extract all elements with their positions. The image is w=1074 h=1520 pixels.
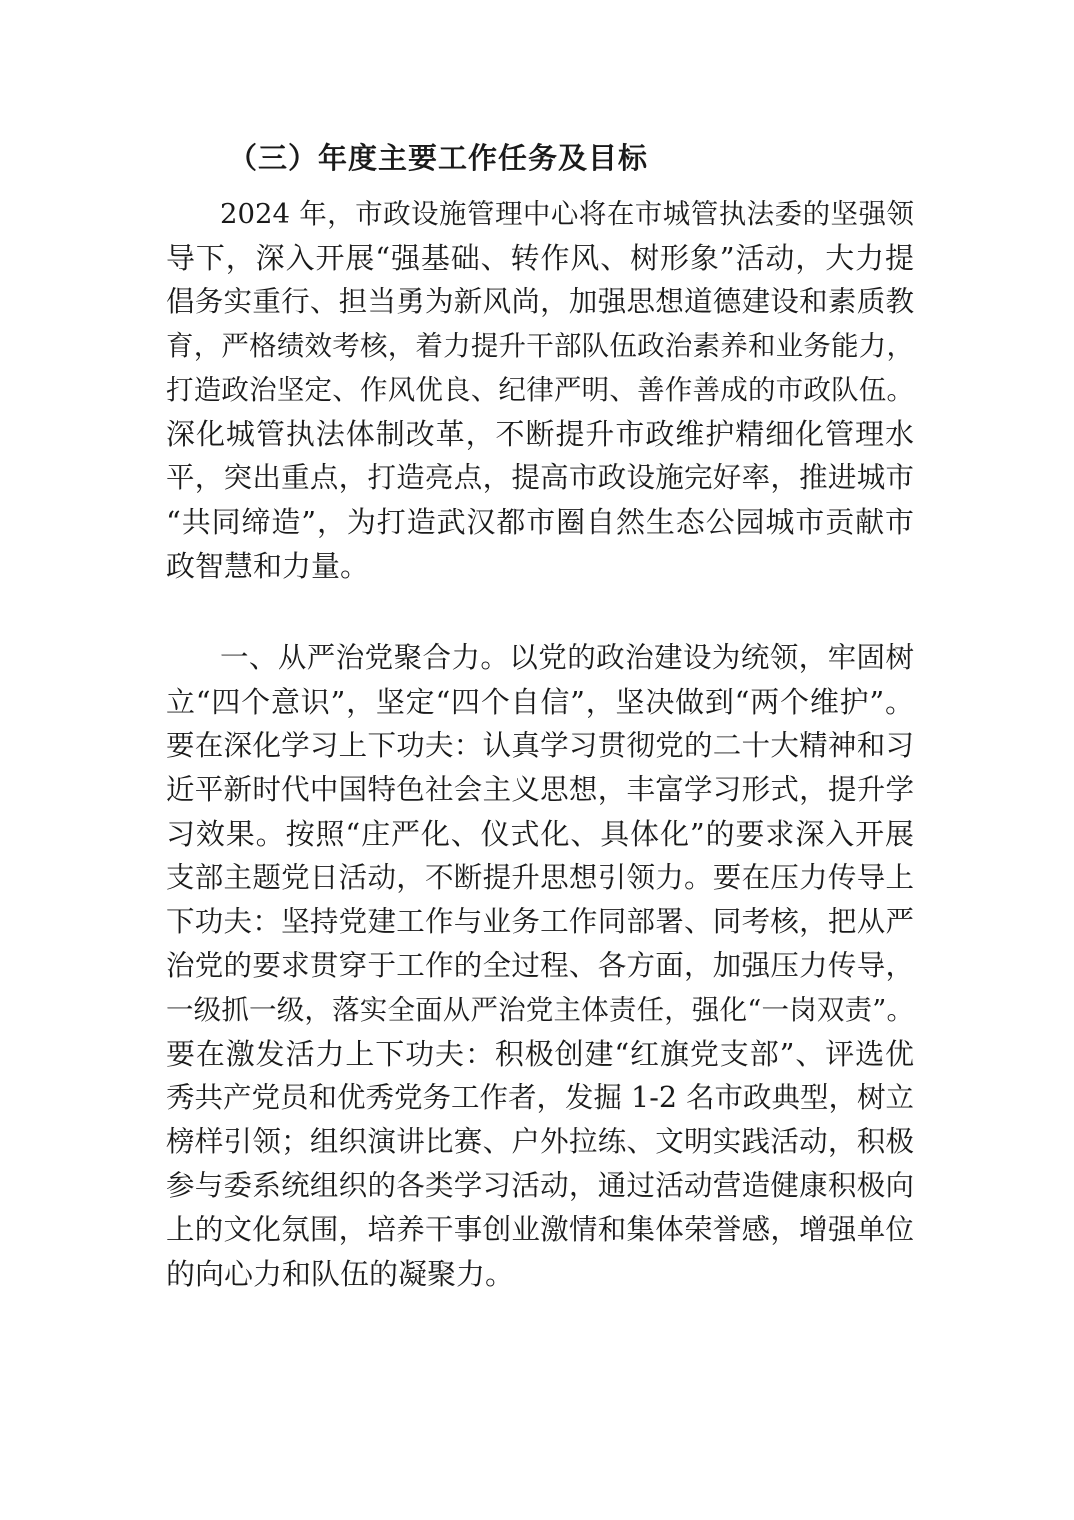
- paragraph-2-line-6: 支部主题党日活动，不断提升思想引领力。要在压力传导上: [166, 861, 914, 894]
- paragraph-2-line-9: 一级抓一级，落实全面从严治党主体责任，强化“一岗双责”。: [166, 994, 914, 1026]
- paragraph-2-line-4: 近平新时代中国特色社会主义思想，丰富学习形式，提升学: [166, 773, 914, 806]
- paragraph-2-line-10: 要在激发活力上下功夫：积极创建“红旗党支部”、评选优: [166, 1037, 914, 1071]
- paragraph-1-line-9: 政智慧和力量。: [166, 549, 370, 583]
- paragraph-2-line-13: 参与委系统组织的各类学习活动，通过活动营造健康积极向: [166, 1169, 914, 1202]
- paragraph-1-line-5: 打造政治坚定、作风优良、纪律严明、善作善成的市政队伍。: [166, 374, 914, 406]
- paragraph-1-line-8: “共同缔造”，为打造武汉都市圈自然生态公园城市贡献市: [166, 505, 914, 539]
- paragraph-1-line-7: 平，突出重点，打造亮点，提高市政设施完好率，推进城市: [166, 461, 914, 494]
- paragraph-2-line-15: 的向心力和队伍的凝聚力。: [166, 1257, 515, 1291]
- paragraph-2-line-1: 一、从严治党聚合力。以党的政治建设为统领，牢固树: [220, 641, 914, 674]
- paragraph-1-line-4: 育，严格绩效考核，着力提升干部队伍政治素养和业务能力，: [166, 330, 914, 362]
- paragraph-2-line-5: 习效果。按照“庄严化、仪式化、具体化”的要求深入开展: [166, 817, 914, 851]
- paragraph-2-line-14: 上的文化氛围，培养干事创业激情和集体荣誉感，增强单位: [166, 1213, 914, 1246]
- paragraph-2-line-2: 立“四个意识”，坚定“四个自信”，坚决做到“两个维护”。: [166, 685, 914, 719]
- section-heading: （三）年度主要工作任务及目标: [228, 141, 649, 175]
- paragraph-2-line-8: 治党的要求贯穿于工作的全过程、各方面，加强压力传导，: [166, 949, 914, 982]
- paragraph-1-line-3: 倡务实重行、担当勇为新风尚，加强思想道德建设和素质教: [166, 285, 914, 318]
- paragraph-1-line-1: 2024 年，市政设施管理中心将在市城管执法委的坚强领: [220, 198, 914, 230]
- paragraph-2-line-3: 要在深化学习上下功夫：认真学习贯彻党的二十大精神和习: [166, 729, 914, 762]
- paragraph-1-line-2: 导下，深入开展“强基础、转作风、树形象”活动，大力提: [166, 241, 914, 275]
- paragraph-1-line-6: 深化城管执法体制改革，不断提升市政维护精细化管理水: [166, 417, 914, 451]
- paragraph-2-line-7: 下功夫：坚持党建工作与业务工作同部署、同考核，把从严: [166, 905, 914, 938]
- paragraph-2-line-11: 秀共产党员和优秀党务工作者，发掘 1-2 名市政典型，树立: [166, 1081, 915, 1114]
- paragraph-2-line-12: 榜样引领；组织演讲比赛、户外拉练、文明实践活动，积极: [166, 1125, 914, 1158]
